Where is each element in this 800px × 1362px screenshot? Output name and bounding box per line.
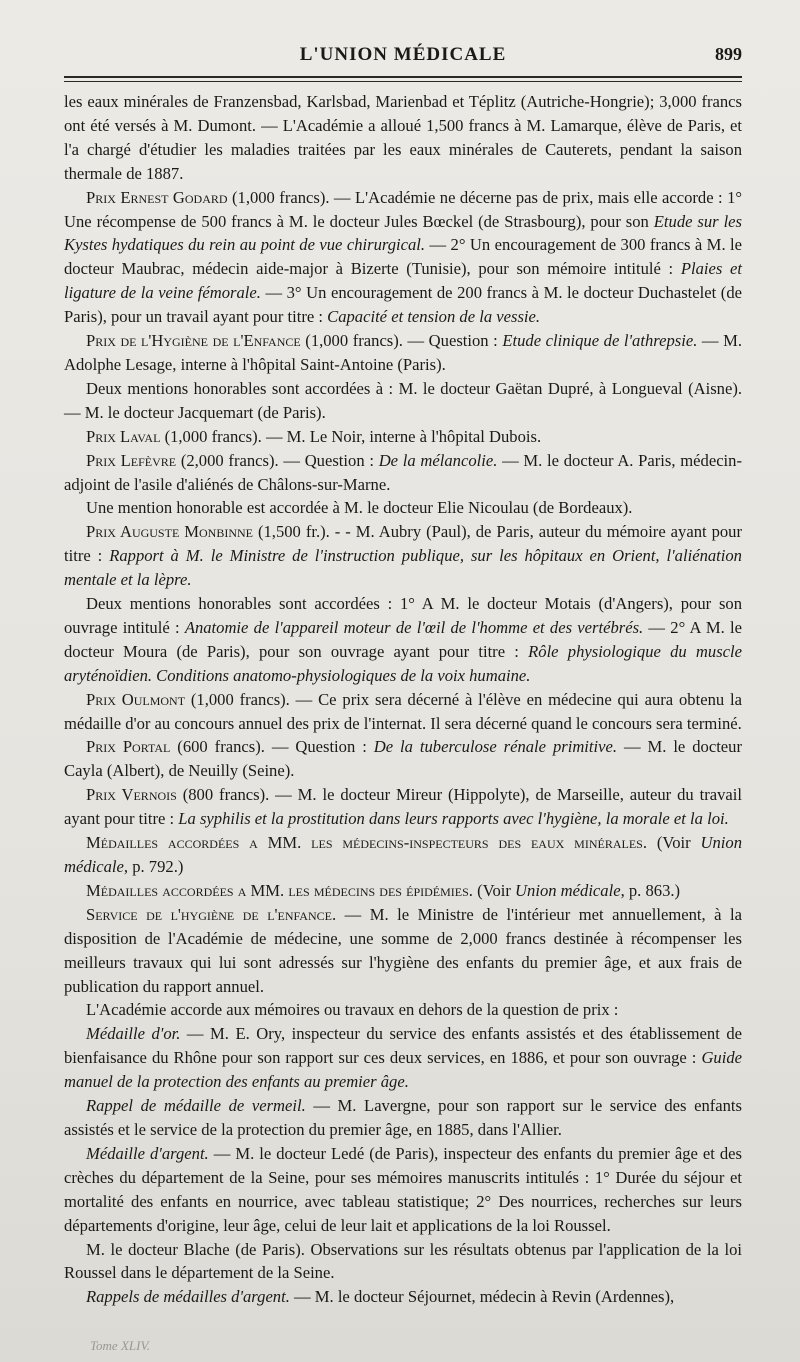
paragraph (64, 1094, 742, 1142)
italic-text: Union médicale (64, 833, 742, 876)
header-rule (64, 76, 742, 78)
italic-text: Anatomie de l'appareil moteur de l'œil de l'homme et des vertébrés. (184, 617, 644, 637)
paragraph (64, 520, 742, 592)
small-caps-heading: Médailles accordées a MM. les médecins des épidémies. (86, 880, 473, 900)
journal-title: L'UNION MÉDICALE (299, 44, 507, 65)
small-caps-heading: Prix Laval (86, 426, 161, 446)
paragraph (64, 688, 742, 736)
text-run: — M. Lavergne, pour son rapport sur le service des enfants assistés et le service de la protection du premier âge, en 1885, dans l'Allier. (64, 1096, 742, 1139)
text-run: — M. le docteur Ledé (de Paris), inspecteur des enfants du premier âge et des crèches du département de la Seine, pour ses mémoires manuscrits intitulés : 1° Durée du séjour et mortalité des enfants en nourrice, avec tableau statistique; 2° Des nourrices, recherches sur leurs départements d'origine, leur âge, celui de leur lait et applications de la loi Roussel. (64, 1143, 742, 1235)
text-run: , p. 792.) (123, 857, 184, 876)
italic-text: Médaille d'argent. (86, 1143, 209, 1163)
italic-text: Etude clinique de l'athrepsie. (502, 331, 698, 351)
text-run: — M. Adolphe Lesage, interne à l'hôpital Saint-Antoine (Paris). (64, 331, 743, 374)
italic-text: Etude sur les Kystes hydatiques du rein au point de vue chirurgical. (64, 211, 742, 255)
text-run: (Voir (646, 833, 701, 853)
small-caps-heading: Prix Vernois (86, 785, 177, 805)
text-run: — 2° Un encouragement de 300 francs à M. le docteur Maubrac, médecin aide-major à Bizerte (Tunisie), pour son mémoire intitulé : (64, 235, 743, 279)
text-run: (1,000 francs). — L'Académie ne décerne pas de prix, mais elle accorde : 1° Une récompense de 500 francs à M. le docteur Jules Bœckel (de Strasbourg), pour son (64, 187, 742, 231)
italic-text: La syphilis et la prostitution dans leurs rapports avec l'hygiène, la morale et la loi. (178, 809, 729, 829)
text-run: L'Académie accorde aux mémoires ou travaux en dehors de la question de prix : (86, 1000, 619, 1020)
small-caps-heading: Prix Ernest Godard (86, 187, 228, 207)
paragraph (64, 186, 742, 329)
paragraph (64, 1285, 742, 1309)
italic-text: Guide manuel de la protection des enfants au premier âge. (64, 1048, 742, 1092)
text-run: , p. 863.) (620, 880, 681, 900)
text-run: — 2° A M. le docteur Moura (de Paris), pour son ouvrage ayant pour titre : (64, 617, 742, 661)
paragraph (64, 496, 742, 520)
text-run: (800 francs). — M. le docteur Mireur (Hippolyte), de Marseille, auteur du travail ayant pour titre : (64, 785, 742, 829)
text-run: (1,000 francs). — Ce prix sera décerné à l'élève en médecine qui aura obtenu la médaille d'or au concours annuel des prix de l'internat. Il sera décerné quand le concours sera terminé. (64, 689, 742, 733)
italic-text: Plaies et ligature de la veine fémorale. (64, 259, 742, 303)
text-run: — 3° Un encouragement de 200 francs à M. le docteur Duchastelet (de Paris), pour un travail ayant pour titre : (64, 283, 742, 327)
header-rule-thin (64, 81, 742, 82)
text-run: — M. le docteur Cayla (Albert), de Neuilly (Seine). (64, 737, 742, 781)
paragraph (64, 425, 742, 449)
text-run: — M. le docteur Séjournet, médecin à Revin (Ardennes), (289, 1287, 675, 1307)
paragraph (64, 592, 742, 688)
body-text (64, 90, 742, 1309)
paragraph (64, 1142, 742, 1238)
page-footer: Tome XLIV. (90, 1338, 150, 1353)
text-run: les eaux minérales de Franzensbad, Karlsbad, Marienbad et Téplitz (Autriche-Hongrie); 3,000 francs ont été versés à M. Dumont. — L'Académie a alloué 1,500 francs à M. Lamarque, élève de Paris, et l'a chargé d'étudier les maladies traitées par les eaux minérales de Cauterets, pendant la saison thermale de 1887. (64, 92, 742, 183)
text-run: — M. le docteur A. Paris, médecin-adjoint de l'asile d'aliénés de Châlons-sur-Marne. (64, 450, 742, 494)
text-run: — M. le Ministre de l'intérieur met annuellement, à la disposition de l'Académie de médecine, une somme de 2,000 francs destinée à récompenser les meilleurs travaux qui lui sont adressés sur l'hygiène des enfants du premier âge, et aux frais de publication du rapport annuel. (64, 904, 742, 996)
text-run: (1,000 francs). — M. Le Noir, interne à l'hôpital Dubois. (160, 426, 542, 446)
paragraph (64, 879, 742, 903)
small-caps-heading: Service de l'hygiène de l'enfance. (86, 904, 337, 924)
text-run: (Voir (472, 880, 516, 900)
running-header (64, 38, 742, 74)
italic-text: Médaille d'or. (86, 1024, 181, 1044)
text-run: — M. E. Ory, inspecteur du service des enfants assistés et des établissement de bienfaisance du Rhône pour son rapport sur ces deux services, en 1886, et pour son ouvrage : (64, 1024, 742, 1068)
page-number: 899 (715, 44, 742, 64)
paragraph (64, 1238, 742, 1286)
text-run: Une mention honorable est accordée à M. le docteur Elie Nicoulau (de Bordeaux). (86, 498, 633, 518)
text-run: (1,000 francs). — Question : (300, 331, 503, 351)
italic-text: De la tuberculose rénale primitive. (373, 737, 618, 757)
paragraph (64, 377, 742, 425)
small-caps-heading: Prix Lefèvre (86, 450, 177, 470)
italic-text: Rappel de médaille de vermeil. (86, 1096, 306, 1116)
paragraph (64, 783, 742, 831)
small-caps-heading: Prix Auguste Monbinne (86, 522, 253, 542)
text-run: Deux mentions honorables sont accordées : 1° A M. le docteur Motais (d'Angers), pour son ouvrage intitulé : (64, 594, 742, 637)
paragraph (64, 449, 742, 497)
text-run: (600 francs). — Question : (170, 737, 374, 757)
italic-text: Rapport à M. le Ministre de l'instruction publique, sur les hôpitaux en Orient, l'aliénation mentale et la lèpre. (64, 546, 742, 590)
text-run: Deux mentions honorables sont accordées à : M. le docteur Gaëtan Dupré, à Longueval (Aisne). — M. le docteur Jacquemart (de Paris). (64, 378, 742, 422)
paragraph (64, 735, 742, 783)
paragraph (64, 903, 742, 999)
small-caps-heading: Prix Oulmont (86, 689, 186, 709)
italic-text: Union médicale (515, 880, 621, 900)
paragraph (64, 1022, 742, 1094)
italic-text: Rappels de médailles d'argent. (86, 1287, 290, 1307)
text-run: (2,000 francs). — Question : (176, 450, 379, 470)
italic-text: Capacité et tension de la vessie. (327, 307, 541, 327)
paragraph (64, 831, 742, 879)
paragraph (64, 998, 742, 1022)
italic-text: Rôle physiologique du muscle aryténoïdien. Conditions anatomo-physiologiques de la voix humaine. (64, 641, 742, 685)
italic-text: De la mélancolie. (378, 450, 498, 470)
small-caps-heading: Prix de l'Hygiène de l'Enfance (86, 331, 301, 351)
paragraph (64, 90, 742, 186)
text-run: (1,500 fr.). - - M. Aubry (Paul), de Paris, auteur du mémoire ayant pour titre : (64, 522, 742, 566)
text-run: M. le docteur Blache (de Paris). Observations sur les résultats obtenus par l'application de la loi Roussel dans le département de la Seine. (64, 1239, 742, 1283)
paragraph (64, 329, 742, 377)
small-caps-heading: Prix Portal (86, 737, 171, 757)
small-caps-heading: Médailles accordées a MM. les médecins-inspecteurs des eaux minérales. (86, 833, 647, 853)
